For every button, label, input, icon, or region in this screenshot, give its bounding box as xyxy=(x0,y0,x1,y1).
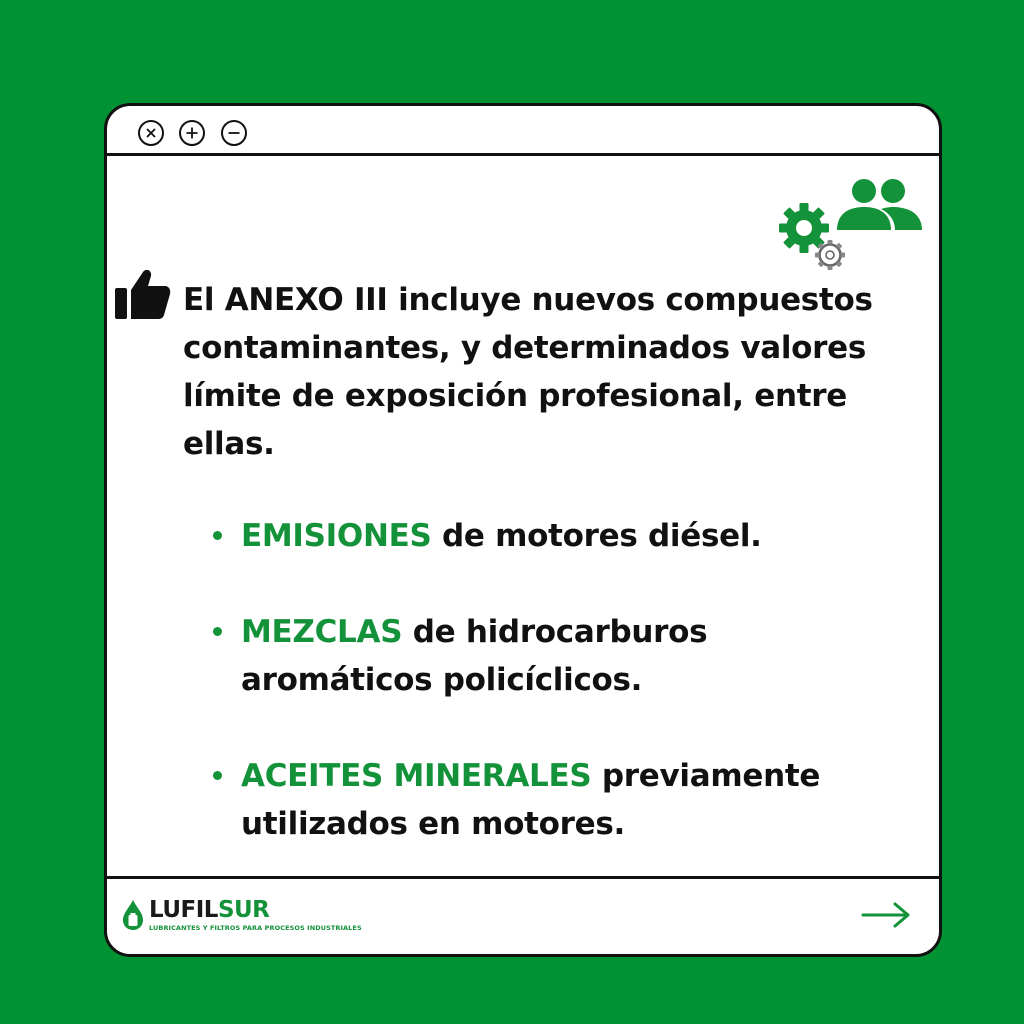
bullet-text: previamente utilizados en motores. xyxy=(241,758,821,842)
gears-users-icon xyxy=(777,176,927,276)
bullet-highlight: ACEITES MINERALES xyxy=(241,758,592,794)
bullet-dot xyxy=(213,627,222,636)
list-item xyxy=(213,608,893,704)
window-titlebar xyxy=(107,106,939,156)
bullet-text: de motores diésel. xyxy=(431,518,762,554)
brand-logo xyxy=(121,893,362,939)
window-frame xyxy=(104,103,942,957)
users-icon xyxy=(837,179,922,230)
bullet-highlight: EMISIONES xyxy=(241,518,432,554)
window-footer xyxy=(107,876,939,954)
bullet-dot xyxy=(213,771,222,780)
logo-tagline: LUBRICANTES Y FILTROS PARA PROCESOS INDUSTRIALES xyxy=(149,924,362,932)
close-icon[interactable] xyxy=(138,120,164,146)
bullet-highlight: MEZCLAS xyxy=(241,614,403,650)
list-item xyxy=(213,512,893,560)
arrow-right-icon[interactable] xyxy=(861,901,911,929)
plus-icon[interactable] xyxy=(179,120,205,146)
list-item xyxy=(213,752,893,848)
gears-icon xyxy=(779,203,845,270)
intro-text: El ANEXO III incluye nuevos compuestos contaminantes, y determinados valores límite de exposición profesional, entre ellas. xyxy=(183,282,873,462)
thumbs-up-icon xyxy=(113,268,171,322)
bullet-text: de hidrocarburos aromáticos policíclicos. xyxy=(241,614,708,698)
bullet-list xyxy=(213,512,893,896)
oil-drop-icon xyxy=(121,899,145,931)
minus-icon[interactable] xyxy=(221,120,247,146)
logo-name: LUFILSUR xyxy=(149,897,270,923)
bullet-dot xyxy=(213,531,222,540)
